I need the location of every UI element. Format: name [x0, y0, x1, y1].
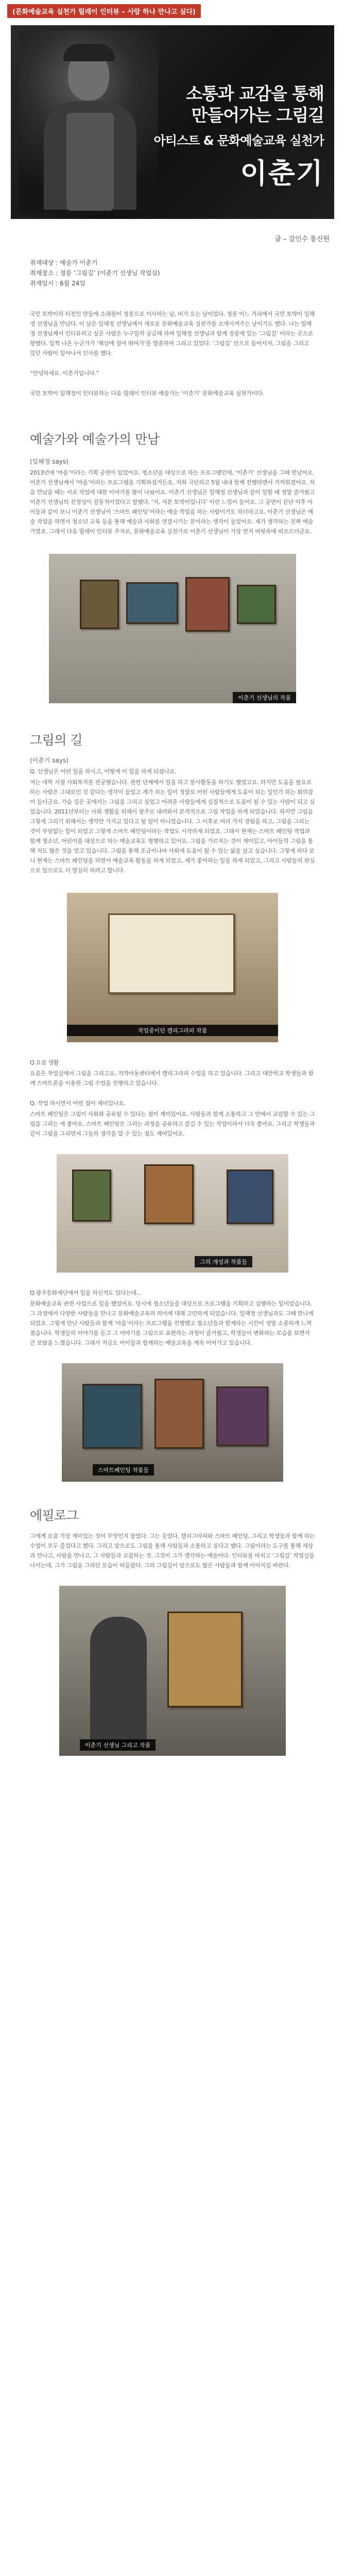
- says-label: (일해정 says): [30, 458, 68, 465]
- hero-text: [154, 83, 324, 191]
- a-foundation: 문화예술교육 관련 사업으로 일을 했었어요. 당시에 청소년들을 대상으로 프로그램을 기획하고 실행하는 일이었습니다. 그 과정에서 다양한 사람들을 만나고 문화예술교육의 의미에 대해 고민하게 되었습니다. 일해정 선생님과도 그때 만나게 되었죠. 그렇게 만난 사람들과 함께 ‘마을’이라는 프로그램을 진행했고 청소년들과 함께하는 시간이 정말 소중하게 느껴졌습니다. 학생들의 이야기를 듣고 그 이야기를 그림으로 표현하는 과정이 즐거웠고, 학생들이 변화하는 모습을 보면서 큰 보람을 느꼈습니다. 그래서 지금도 아이들과 함께하는 예술교육을 계속 이어가고 있습니다.: [30, 1300, 314, 1346]
- artist-photo: [19, 30, 158, 213]
- interview-info: [30, 258, 345, 289]
- caption-1: 이춘기 선생님의 작품: [233, 692, 296, 703]
- hero-line1: 소통과 교감을 통해: [185, 83, 324, 104]
- hero-line2: 만들어가는 그림길: [191, 105, 324, 125]
- q-foundation: Q.광주문화재단에서 일을 하신적도 있다는데...: [30, 1290, 142, 1296]
- hero-name: 이춘기: [240, 157, 324, 190]
- caption-5: 이춘기 선생님 그리고 작품: [80, 1739, 156, 1751]
- info-date: 취재일시 : 6월 24일: [30, 280, 85, 287]
- intro-p3: 국민 토박이 일해정이 인터뷰하는 다음 릴레이 인터뷰 예술가는 ‘이춘기’ 문화예술교육 실천가이다.: [30, 390, 264, 397]
- a-fun-point: 스마트 페인팅은 그림이 사회와 공유될 수 있다는 점이 재미있어요. 사람들과 함께 소통하고 그 안에서 교감할 수 있는 그림을 그리는 게 좋아요. 스마트 페인팅은 그리는 과정을 공유하고 즐길 수 있는 작업이라서 더욱 좋아요. 그리고 학생들과 같이 그림을 그리면서 그들의 생각을 알 수 있는 점도 재미있어요.: [30, 1111, 315, 1137]
- info-place: 취재장소 : 정릉 ‘그림길’ (이춘기 선생님 작업실): [30, 269, 160, 277]
- caption-4: 스마트페인팅 작품들: [93, 1464, 154, 1476]
- artwork-photo-5: [59, 1586, 286, 1756]
- caption-3: 그의 개성과 작품들: [195, 1256, 252, 1267]
- a-recent-life: 요즘은 작업실에서 그림을 그리고요, 지역아동센터에서 캘리그라피 수업을 하고 있습니다. 그리고 대안학교 학생들과 함께 스마트폰을 이용한 그림 수업을 진행하고 있습니다.: [30, 1070, 314, 1087]
- hero-banner: [11, 25, 334, 219]
- caption-2: 작업중이던 캘리그라피 작품: [67, 1025, 278, 1036]
- artwork-photo-1: [49, 554, 296, 703]
- intro-p1: 국민 토박이의 터전인 만들에 소래원이 정릉으로 이사하는 날, 비가 오는 날이었다. 정릉 어느 거리에서 국민 토박이 일해정 선생님을 만났다. 이 날은 일해정 선생님께서 새로운 문화예술교육 실천가를 소개시켜주는 날이기도 했다. 나는 일해정 선생님께서 인터뷰하고 싶은 사람은 누구일까 궁금해 하며 일해정 선생님과 함께 정릉에 있는 ‘그림길’ 이라는 곳으로 향했다. 일찍 나온 누군가가 ‘해상에 걸어 뛰어가’를 열중하며 그리고 있었다. ‘그림길’ 안으로 들어서자, 그림을 그리고 있던 사람이 일어나서 인사를 했다.: [30, 311, 315, 357]
- section-title-epilogue: 에필로그: [30, 1508, 79, 1523]
- q-fun-point: Q. 작업 하시면서 어떤 점이 재미있나요.: [30, 1100, 126, 1107]
- section1-p1: 2013년에 ‘마을’이라는 기획 공연이 있었어요. 청소년을 대상으로 하는 프로그램인데, ‘이춘기’ 선생님을 그때 만났어요. 이춘기 선생님께서 ‘마을’이라는 프로그램을 기획하셨거든요. 저희 극단하고 5월 내내 함께 진행하면서 가까워졌어요. 처음 만났을 때는 서로 작업에 대한 이야기를 많이 나눴어요. 이춘기 선생님은 일해정 선생님과 같이 일할 때 정말 즐거웠고 이춘기 선생님의 진정성이 감동적이었다고 말했다. ‘저, 저분 토박이입니다’ 이런 느낌이 들어요. 그 공연이 끝난 이후 아이들과 같이 보니 이춘기 선생님이 ‘스마트 패인팅’이라는 예술 작업을 하는 사람이기도 하더라고요. 이춘기 선생님은 예술 작업을 하면서 청소년 교육 등을 통해 예술과 사회를 연결시키는 분이라는 생각이 들었어요. 제가 생각하는 진짜 예술가였죠. 그래서 다음 릴레이 인터뷰 주자로, 문화예술교육 실천가로 이춘기 선생님이 가장 먼저 머릿속에 떠오르더군요.: [30, 469, 315, 535]
- section-title-meeting: 예술가와 예술가의 만남: [30, 432, 160, 447]
- artwork-photo-4: [62, 1363, 283, 1482]
- section-title-road: 그림의 길: [30, 733, 83, 748]
- artwork-photo-2: [67, 893, 278, 1042]
- a-what-you-do: 저는 대학 시절 사회복지를 전공했습니다. 관련 단체에서 일을 하고 봉사활동을 하기도 했었고요. 하지만 도움을 필요로 하는 사람은 그대로인 것 같다는 생각이 들었고 계가 하는 일이 정말로 어떤 사람들에게 도움이 되는 일인가 하는 회의감이 들더군요. 가슴 깊은 곳에서는 그림을 그리고 싶었고 어려운 사람들에게 실질적으로 도움이 될 수 있는 사람이 되고 싶었습니다. 2011년부터는 사회 생활을 위해서 광주로 내려와서 본격적으로 그림 작업을 하게 되었습니다. 하지만 그림을 그렇게 그리기 위해서는 생각만 가지고 있다고 될 일이 아니었습니다. 그 이후로 여러 가지 경험을 하고, 그림을 그리는 것이 부담없는 일이 되었고 그렇게 스마트 페인팅이라는 작업도 시작하게 되었죠. 그래서 현재는 스마트 페인팅 작업과 함께 청소년, 어린이를 대상으로 하는 예술교육도 병행하고 있어요. 그림을 가르치는 것이 재미있고, 아이들의 그림을 통해 저도 많은 것을 얻고 있습니다. 그림을 통해 조금이나마 사회에 도움이 될 수 있는 삶을 살고 싶습니다. 그렇게 하다 보니 현재는 스마트 페인팅을 하면서 예술교육 활동을 하게 되었고, 제가 좋아하는 일을 하게 되었고, 그리고 사람들의 관심으로 앞으로도 더 열심히 하려고 합니다.: [30, 779, 315, 874]
- info-target: 취재대상 : 예술가 이춘기: [30, 259, 98, 266]
- byline: 글 – 강인수 통신원: [274, 235, 330, 243]
- artwork-photo-3: [57, 1154, 288, 1273]
- says-label-2: (이춘기 says): [30, 757, 68, 764]
- series-banner: (문화예술교육 실천가 릴레이 인터뷰 – 사람 하나 만나고 싶다): [7, 4, 201, 18]
- intro-p2: “안녕하세요. 이춘기입니다.”: [30, 370, 99, 377]
- epilogue-p1: 그에게 요즘 가장 재미있는 것이 무엇인지 물었다. 그는 웃었다. 캘리그라피와 스마트 페인팅, 그리고 학생들과 함께 하는 수업이 모두 즐겁다고 했다. 그리고 앞으로도 그림을 통해 사람들과 소통하고 싶다고 했다. 그림이라는 도구를 통해 세상과 만나고, 사람을 만나고, 그 사람들과 교감하는 것. 그것이 그가 생각하는 예술이다. 인터뷰를 마치고 ‘그림길’ 작업실을 나서는데, 그가 그림을 그리던 모습이 떠올랐다. 그의 그림길이 앞으로도 많은 사람들과 함께 이어지길 바란다.: [30, 1533, 315, 1569]
- q-what-you-do: Q. 선생님은 어떤 일을 하시고, 어떻게 이 일을 하게 되셨나요.: [30, 768, 177, 775]
- q-recent-life: Q.요즘 생활: [30, 1059, 59, 1066]
- hero-line3: 아티스트 & 문화예술교육 실천가: [153, 133, 324, 148]
